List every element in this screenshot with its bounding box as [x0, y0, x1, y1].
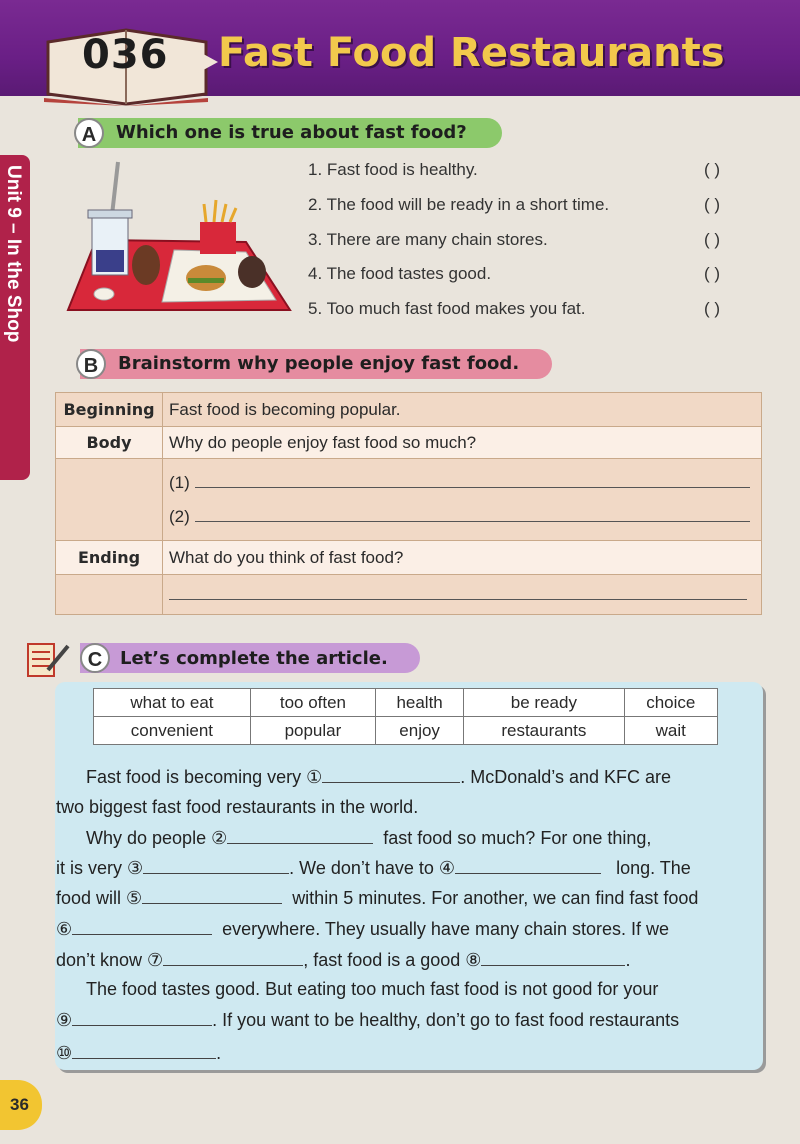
blank-3[interactable] [143, 857, 289, 874]
body-text: Why do people enjoy fast food so much? [163, 427, 762, 459]
ending-text: What do you think of fast food? [163, 541, 762, 575]
section-c-title: Let’s complete the article. [120, 648, 388, 669]
word-bank-cell: restaurants [464, 717, 624, 745]
answer-line[interactable] [169, 585, 747, 600]
answer-line[interactable] [195, 507, 750, 522]
brainstorm-table [55, 392, 762, 615]
blank-6[interactable] [72, 918, 212, 935]
page-number-tab [0, 1080, 42, 1130]
blank-label-2: (2) [169, 506, 190, 526]
article-text-segment: . McDonald’s and KFC are [460, 767, 671, 787]
ending-label: Ending [56, 541, 163, 575]
article-text-segment: within 5 minutes. For another, we can find fast food [292, 888, 699, 908]
blank-5[interactable] [142, 887, 282, 904]
unit-label: Unit 9 – In the Shop [3, 165, 24, 343]
article-text-segment: ⑥ [56, 919, 73, 939]
article-text-segment: food will ⑤ [56, 888, 143, 908]
blank-label-1: (1) [169, 472, 190, 492]
section-b-badge: B [76, 349, 106, 379]
blank-10[interactable] [72, 1042, 216, 1059]
list-item: 3. There are many chain stores. [308, 230, 548, 249]
unit-side-tab [0, 155, 30, 480]
blank-9[interactable] [72, 1009, 212, 1026]
blank-1[interactable] [322, 766, 460, 783]
word-bank-cell: popular [250, 717, 375, 745]
article-text-segment: . We don’t have to ④ [289, 858, 456, 878]
answer-parentheses[interactable]: ( ) [704, 264, 721, 283]
article-text-line: The food tastes good. But eating too much fast food is not good for your [86, 979, 659, 999]
section-c-badge: C [80, 643, 110, 673]
word-bank-cell: what to eat [94, 689, 251, 717]
article-text-segment: fast food so much? For one thing, [383, 828, 652, 848]
article-text-segment: . [625, 950, 631, 970]
article-text-segment: it is very ③ [56, 858, 144, 878]
section-a-title: Which one is true about fast food? [116, 122, 467, 143]
word-bank-cell: choice [624, 689, 717, 717]
answer-parentheses[interactable]: ( ) [704, 195, 721, 214]
section-b-title: Brainstorm why people enjoy fast food. [118, 353, 520, 374]
article-text-segment: everywhere. They usually have many chain stores. If we [222, 919, 670, 939]
word-bank-cell: be ready [464, 689, 624, 717]
list-item: 2. The food will be ready in a short time. [308, 195, 610, 214]
body-label: Body [56, 427, 163, 459]
article-text-line: two biggest fast food restaurants in the world. [56, 797, 419, 817]
article-text-segment: . If you want to be healthy, don’t go to fast food restaurants [212, 1010, 680, 1030]
word-bank-cell: convenient [94, 717, 251, 745]
word-bank-table [93, 688, 718, 745]
arrow-icon [196, 50, 218, 74]
article-text-segment: Fast food is becoming very ① [86, 767, 323, 787]
beginning-label: Beginning [56, 393, 163, 427]
answer-parentheses[interactable]: ( ) [704, 160, 721, 179]
answer-line[interactable] [195, 473, 750, 488]
word-bank-cell: health [376, 689, 464, 717]
pencil-notepad-icon [26, 640, 72, 678]
answer-parentheses[interactable]: ( ) [704, 299, 721, 318]
answer-parentheses[interactable]: ( ) [704, 230, 721, 249]
blank-7[interactable] [163, 949, 303, 966]
article-text-segment: don’t know ⑦ [56, 950, 164, 970]
word-bank-cell: wait [624, 717, 717, 745]
page-title: Fast Food Restaurants [218, 30, 725, 76]
list-item: 4. The food tastes good. [308, 264, 492, 283]
word-bank-cell: enjoy [376, 717, 464, 745]
article-text-segment: long. The [616, 858, 691, 878]
section-a-badge: A [74, 118, 104, 148]
word-bank-cell: too often [250, 689, 375, 717]
article-text-segment: ⑩ [56, 1043, 73, 1063]
lesson-number: 036 [82, 32, 169, 78]
blank-8[interactable] [481, 949, 625, 966]
list-item: 5. Too much fast food makes you fat. [308, 299, 586, 318]
article-text-segment: , fast food is a good ⑧ [303, 950, 482, 970]
article-text-segment: ⑨ [56, 1010, 73, 1030]
list-item: 1. Fast food is healthy. [308, 160, 478, 179]
article-text-segment: . [216, 1043, 222, 1063]
beginning-text: Fast food is becoming popular. [163, 393, 762, 427]
blank-2[interactable] [227, 827, 373, 844]
fast-food-tray-illustration [66, 160, 292, 320]
article-text-segment: Why do people ② [86, 828, 228, 848]
page-number: 36 [10, 1095, 29, 1114]
blank-4[interactable] [455, 857, 601, 874]
